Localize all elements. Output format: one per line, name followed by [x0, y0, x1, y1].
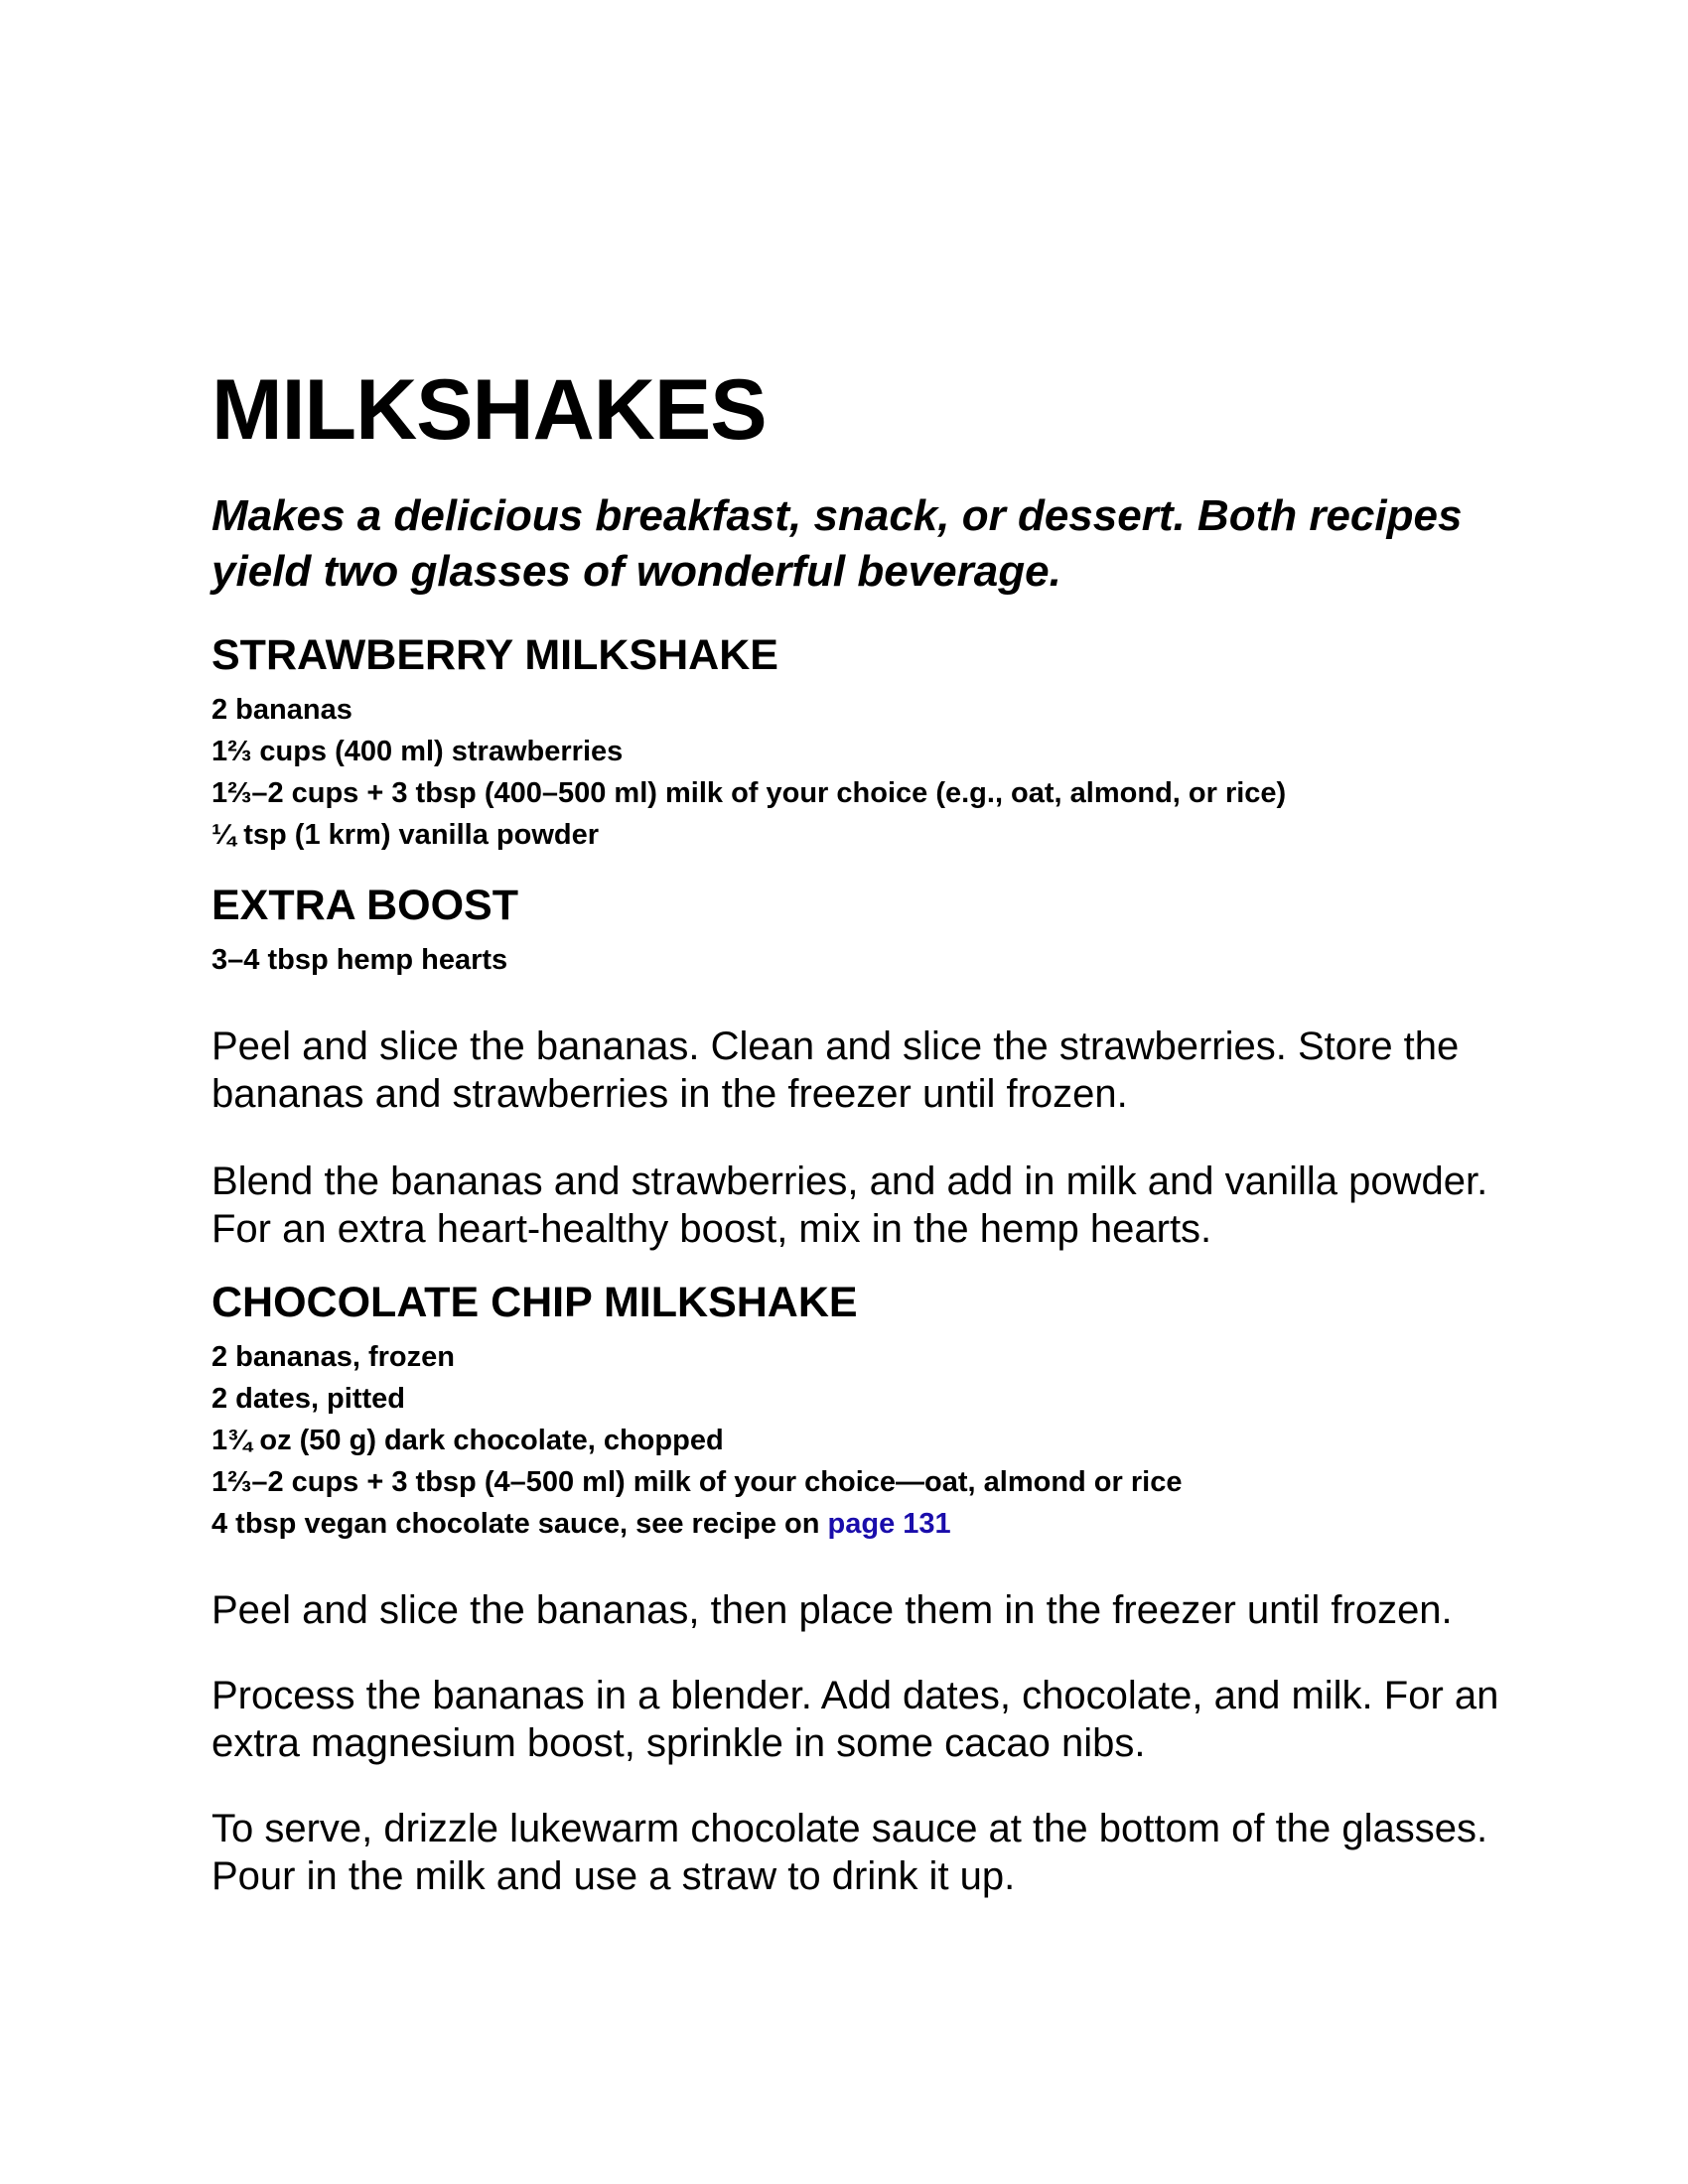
chocolate-ingredient-list: [211, 1336, 1502, 1545]
strawberry-step-1: Peel and slice the bananas. Clean and slice the strawberries. Store the bananas and strawberries in the freezer until frozen.: [211, 1024, 1460, 1116]
sauce-text: 4 tbsp vegan chocolate sauce, see recipe on: [211, 1508, 828, 1540]
intro-text: Makes a delicious breakfast, snack, or dessert. Both recipes yield two glasses of wonderful beverage.: [211, 491, 1463, 596]
ingredient-item: 2 bananas: [211, 694, 352, 726]
recipe-page: [211, 362, 1502, 1900]
ingredient-item: 3–4 tbsp hemp hearts: [211, 944, 508, 976]
ingredient-item: 1¾ oz (50 g) dark chocolate, chopped: [211, 1425, 724, 1456]
ingredient-item-sauce: [211, 1503, 1502, 1545]
extra-boost-heading: EXTRA BOOST: [211, 882, 518, 929]
page-131-link[interactable]: page 131: [827, 1508, 951, 1540]
chocolate-step-3: To serve, drizzle lukewarm chocolate sauce at the bottom of the glasses. Pour in the milk and use a straw to drink it up.: [211, 1807, 1488, 1898]
ingredient-item: 1⅔–2 cups + 3 tbsp (4–500 ml) milk of your choice—oat, almond or rice: [211, 1466, 1183, 1498]
chocolate-heading: CHOCOLATE CHIP MILKSHAKE: [211, 1279, 858, 1326]
extra-boost-ingredient-list: [211, 939, 1502, 981]
ingredient-item: 1⅔–2 cups + 3 tbsp (400–500 ml) milk of your choice (e.g., oat, almond, or rice): [211, 777, 1287, 809]
ingredient-item: ¼ tsp (1 krm) vanilla powder: [211, 819, 599, 851]
page-title: MILKSHAKES: [211, 362, 767, 458]
chocolate-step-1: Peel and slice the bananas, then place them in the freezer until frozen.: [211, 1588, 1453, 1632]
ingredient-item: 2 dates, pitted: [211, 1383, 405, 1415]
ingredient-item: 2 bananas, frozen: [211, 1341, 455, 1373]
strawberry-heading: STRAWBERRY MILKSHAKE: [211, 631, 778, 679]
ingredient-item: 1⅔ cups (400 ml) strawberries: [211, 736, 624, 767]
strawberry-ingredient-list: [211, 689, 1502, 856]
strawberry-step-2: Blend the bananas and strawberries, and add in milk and vanilla powder. For an extra heart-healthy boost, mix in the hemp hearts.: [211, 1160, 1488, 1251]
chocolate-step-2: Process the bananas in a blender. Add dates, chocolate, and milk. For an extra magnesium boost, sprinkle in some cacao nibs.: [211, 1674, 1499, 1765]
